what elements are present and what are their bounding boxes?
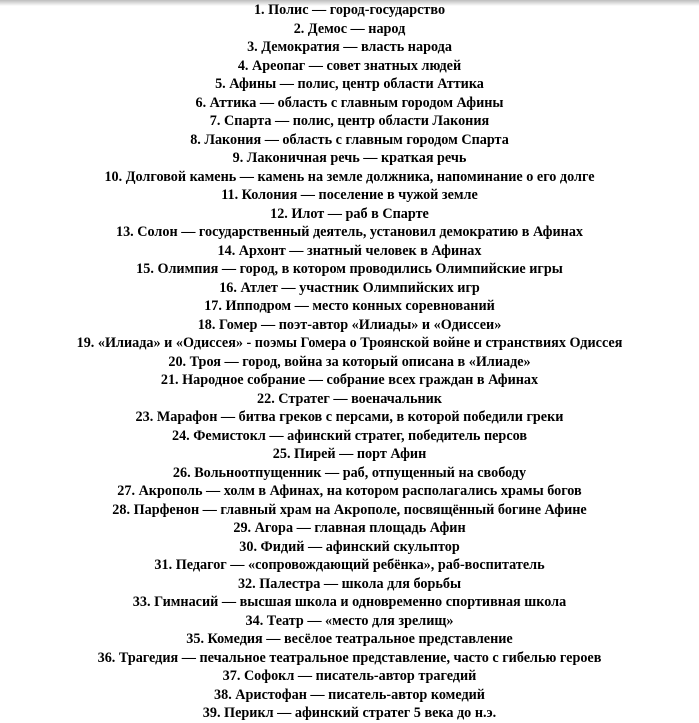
glossary-entry: 21. Народное собрание — собрание всех граждан в Афинах	[160, 372, 539, 388]
glossary-entry: 38. Аристофан — писатель-автор комедий	[214, 686, 485, 703]
glossary-entry: 35. Комедия — весёлое театральное представление	[186, 631, 513, 647]
glossary-list	[0, 1, 699, 723]
glossary-entry: 16. Атлет — участник Олимпийских игр	[219, 279, 480, 296]
glossary-entry: 17. Ипподром — место конных соревнований	[204, 298, 495, 314]
glossary-entry: 26. Вольноотпущенник — раб, отпущенный на свободу	[172, 464, 527, 481]
glossary-entry: 2. Демос — народ	[293, 20, 406, 37]
glossary-entry: 6. Аттика — область с главным городом Афины	[195, 94, 504, 111]
glossary-entry: 25. Пирей — порт Афин	[272, 446, 427, 462]
glossary-entry: 19. «Илиада» и «Одиссея» - поэмы Гомера о Троянской войне и странствиях Одиссея	[76, 335, 623, 351]
glossary-entry: 33. Гимнасий — высшая школа и одновременно спортивная школа	[132, 594, 567, 610]
glossary-entry: 14. Архонт — знатный человек в Афинах	[217, 242, 482, 259]
glossary-entry: 23. Марафон — битва греков с персами, в которой победили греки	[135, 409, 564, 425]
glossary-entry: 22. Стратег — военачальник	[257, 390, 442, 407]
glossary-entry: 12. Илот — раб в Спарте	[270, 205, 429, 222]
glossary-entry: 39. Перикл — афинский стратег 5 века до н.э.	[202, 705, 497, 721]
glossary-entry: 15. Олимпия — город, в котором проводились Олимпийские игры	[136, 261, 563, 277]
glossary-entry: 8. Лакония — область с главным городом Спарта	[190, 131, 509, 148]
glossary-entry: 29. Агора — главная площадь Афин	[233, 520, 466, 536]
glossary-entry: 4. Ареопаг — совет знатных людей	[237, 57, 462, 74]
glossary-entry: 34. Театр — «место для зрелищ»	[245, 612, 454, 629]
glossary-entry: 30. Фидий — афинский скульптор	[239, 538, 460, 555]
glossary-entry: 7. Спарта — полис, центр области Лакония	[209, 113, 490, 129]
glossary-entry: 20. Троя — город, война за который описана в «Илиаде»	[168, 353, 531, 370]
glossary-entry: 11. Колония — поселение в чужой земле	[221, 187, 478, 203]
glossary-entry: 31. Педагог — «сопровождающий ребёнка», раб-воспитатель	[154, 557, 545, 573]
glossary-entry: 13. Солон — государственный деятель, установил демократию в Афинах	[115, 224, 584, 240]
glossary-entry: 24. Фемистокл — афинский стратег, победитель персов	[171, 427, 528, 444]
glossary-entry: 1. Полис — город-государство	[253, 2, 446, 18]
glossary-entry: 3. Демократия — власть народа	[247, 39, 452, 55]
glossary-entry: 36. Трагедия — печальное театральное представление, часто с гибелью героев	[97, 649, 602, 666]
glossary-entry: 28. Парфенон — главный храм на Акрополе, посвящённый богине Афине	[112, 501, 587, 518]
glossary-entry: 18. Гомер — поэт-автор «Илиады» и «Одиссеи»	[197, 316, 502, 333]
glossary-entry: 5. Афины — полис, центр области Аттика	[215, 76, 484, 92]
glossary-entry: 32. Палестра — школа для борьбы	[237, 575, 462, 592]
glossary-entry: 37. Софокл — писатель-автор трагедий	[222, 668, 477, 684]
glossary-entry: 27. Акрополь — холм в Афинах, на котором располагались храмы богов	[117, 483, 582, 499]
glossary-entry: 9. Лаконичная речь — краткая речь	[232, 150, 467, 166]
glossary-entry: 10. Долговой камень — камень на земле должника, напоминание о его долге	[104, 168, 595, 185]
